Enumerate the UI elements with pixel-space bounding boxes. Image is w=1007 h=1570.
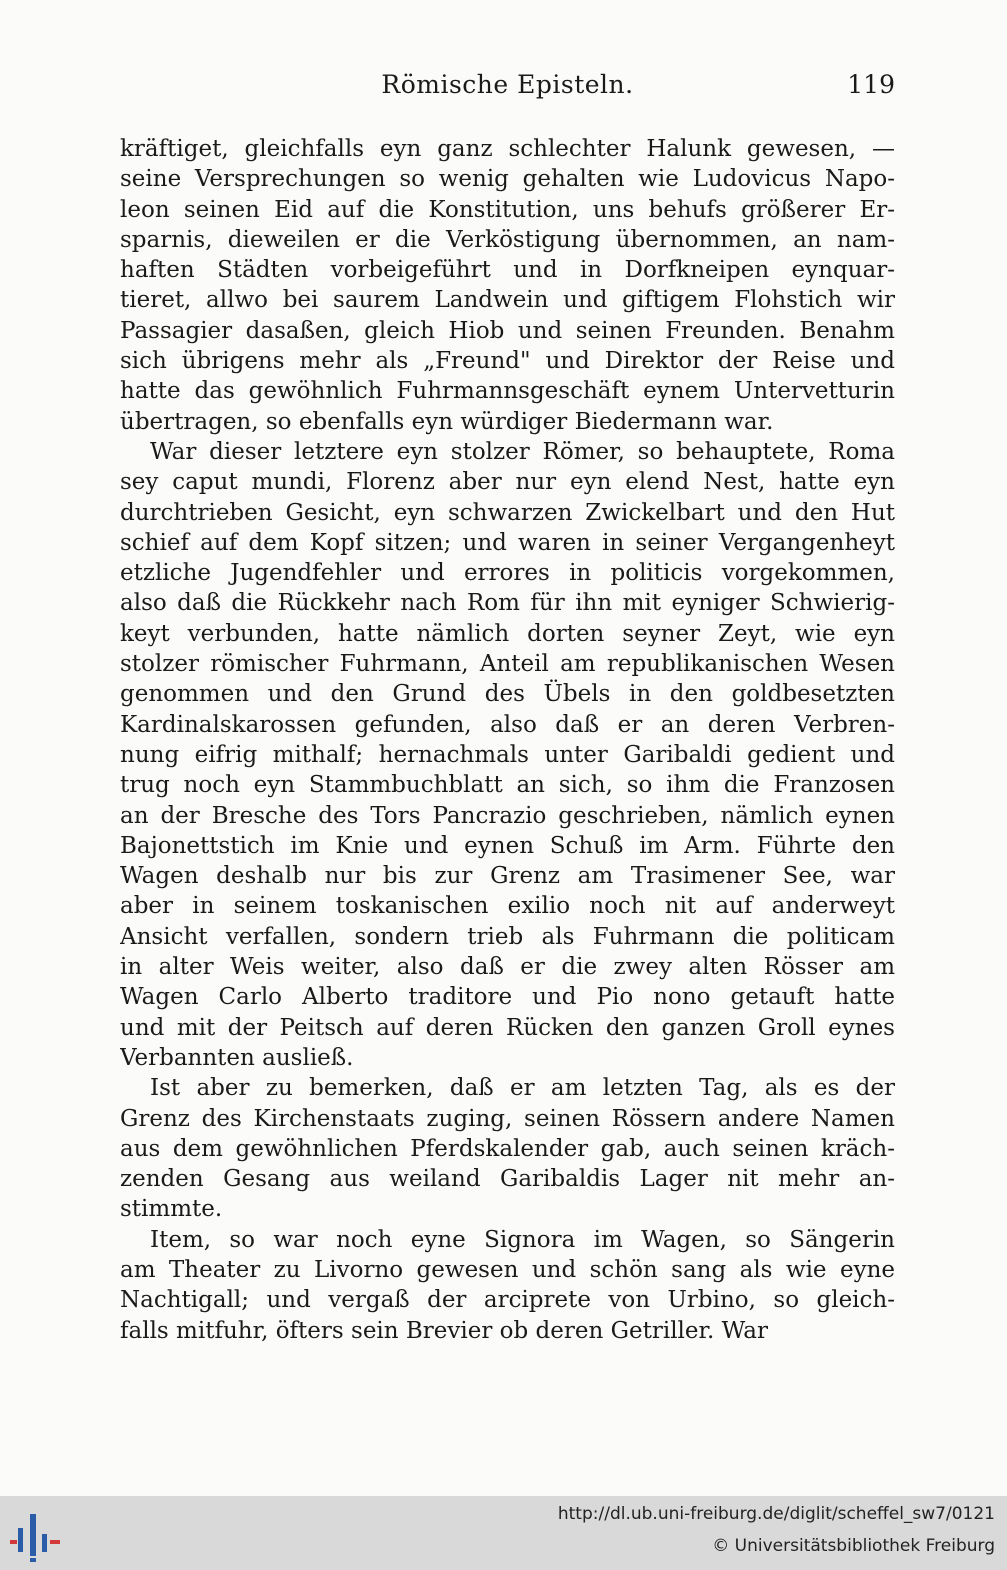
text-line: falls mitfuhr, öfters sein Brevier ob deren Getriller. War	[120, 1317, 768, 1344]
page-number: 119	[847, 70, 895, 99]
text-line: sey caput mundi, Florenz aber nur eyn elend Nest, hatte eyn	[120, 469, 895, 496]
text-line: kräftiget, gleichfalls eyn ganz schlechter Halunk gewesen, —	[120, 136, 895, 162]
text-line: aus dem gewöhnlichen Pferdskalender gab, auch seinen kräch-	[120, 1135, 895, 1162]
text-line: schief auf dem Kopf sitzen; und waren in seiner Vergangenheyt	[120, 529, 895, 556]
text-line: Wagen deshalb nur bis zur Grenz am Trasimener See, war	[120, 863, 895, 890]
text-line: Ist aber zu bemerken, daß er am letzten Tag, als es der	[150, 1075, 895, 1102]
copyright-notice: © Universitätsbibliothek Freiburg	[712, 1536, 995, 1556]
text-line: keyt verbunden, hatte nämlich dorten seyner Zeyt, wie eyn	[120, 620, 895, 647]
running-head	[120, 70, 895, 110]
text-line: Ansicht verfallen, sondern trieb als Fuhrmann die politicam	[120, 923, 895, 950]
text-line: also daß die Rückkehr nach Rom für ihn mit eyniger Schwierig-	[120, 590, 895, 617]
text-line: aber in seinem toskanischen exilio noch nit auf anderweyt	[120, 893, 895, 920]
text-line: Kardinalskarossen gefunden, also daß er an deren Verbren-	[120, 711, 895, 738]
text-line: leon seinen Eid auf die Konstitution, uns behufs größerer Er-	[120, 196, 895, 223]
text-line: tieret, allwo bei saurem Landwein und giftigem Flohstich wir	[120, 287, 895, 314]
text-line: sparnis, dieweilen er die Verköstigung übernommen, an nam-	[120, 226, 895, 253]
text-line: Item, so war noch eyne Signora im Wagen, so Sängerin	[150, 1226, 895, 1253]
source-url-link[interactable]: http://dl.ub.uni-freiburg.de/diglit/scheffel_sw7/0121	[557, 1504, 995, 1524]
text-line: Bajonettstich im Knie und eynen Schuß im Arm. Führte den	[120, 832, 895, 859]
body-text	[120, 134, 895, 1346]
text-line: stolzer römischer Fuhrmann, Anteil am republikanischen Wesen	[120, 651, 895, 678]
text-line: in alter Weis weiter, also daß er die zwey alten Rösser am	[120, 954, 895, 981]
text-line: stimmte.	[120, 1196, 223, 1223]
paragraph	[120, 1225, 895, 1346]
text-line: haften Städten vorbeigeführt und in Dorfkneipen eynquar-	[120, 257, 895, 284]
ub-freiburg-logo-icon	[8, 1506, 68, 1564]
text-line: hatte das gewöhnlich Fuhrmannsgeschäft eynem Untervetturin	[120, 378, 895, 405]
text-line: am Theater zu Livorno gewesen und schön sang als wie eyne	[120, 1256, 895, 1283]
text-line: Passagier dasaßen, gleich Hiob und seinen Freunden. Benahm	[120, 317, 895, 344]
text-line: nung eifrig mithalf; hernachmals unter Garibaldi gedient und	[120, 741, 895, 768]
text-line: genommen und den Grund des Übels in den goldbesetzten	[120, 681, 895, 708]
text-line: seine Versprechungen so wenig gehalten wie Ludovicus Napo-	[120, 166, 895, 193]
text-line: Grenz des Kirchenstaats zuging, seinen Rössern andere Namen	[120, 1105, 895, 1132]
text-line: an der Bresche des Tors Pancrazio geschrieben, nämlich eynen	[120, 802, 895, 829]
text-line: durchtrieben Gesicht, eyn schwarzen Zwickelbart und den Hut	[120, 499, 895, 526]
paragraph	[120, 437, 895, 1073]
paragraph	[120, 1073, 895, 1224]
text-line: Verbannten ausließ.	[120, 1044, 354, 1071]
footer-bar	[0, 1496, 1007, 1570]
paragraph	[120, 134, 895, 437]
running-title: Römische Episteln.	[381, 70, 634, 99]
text-line: War dieser letztere eyn stolzer Römer, so behauptete, Roma	[150, 438, 895, 465]
text-line: etzliche Jugendfehler und errores in politicis vorgekommen,	[120, 560, 895, 587]
text-line: sich übrigens mehr als „Freund" und Direktor der Reise und	[120, 348, 895, 375]
text-line: Nachtigall; und vergaß der arciprete von Urbino, so gleich-	[120, 1287, 895, 1314]
text-line: und mit der Peitsch auf deren Rücken den ganzen Groll eynes	[120, 1014, 895, 1041]
text-line: übertragen, so ebenfalls eyn würdiger Biedermann war.	[120, 408, 774, 435]
text-line: zenden Gesang aus weiland Garibaldis Lager nit mehr an-	[120, 1166, 895, 1193]
text-line: trug noch eyn Stammbuchblatt an sich, so ihm die Franzosen	[120, 772, 895, 799]
text-line: Wagen Carlo Alberto traditore und Pio nono getauft hatte	[120, 984, 895, 1011]
